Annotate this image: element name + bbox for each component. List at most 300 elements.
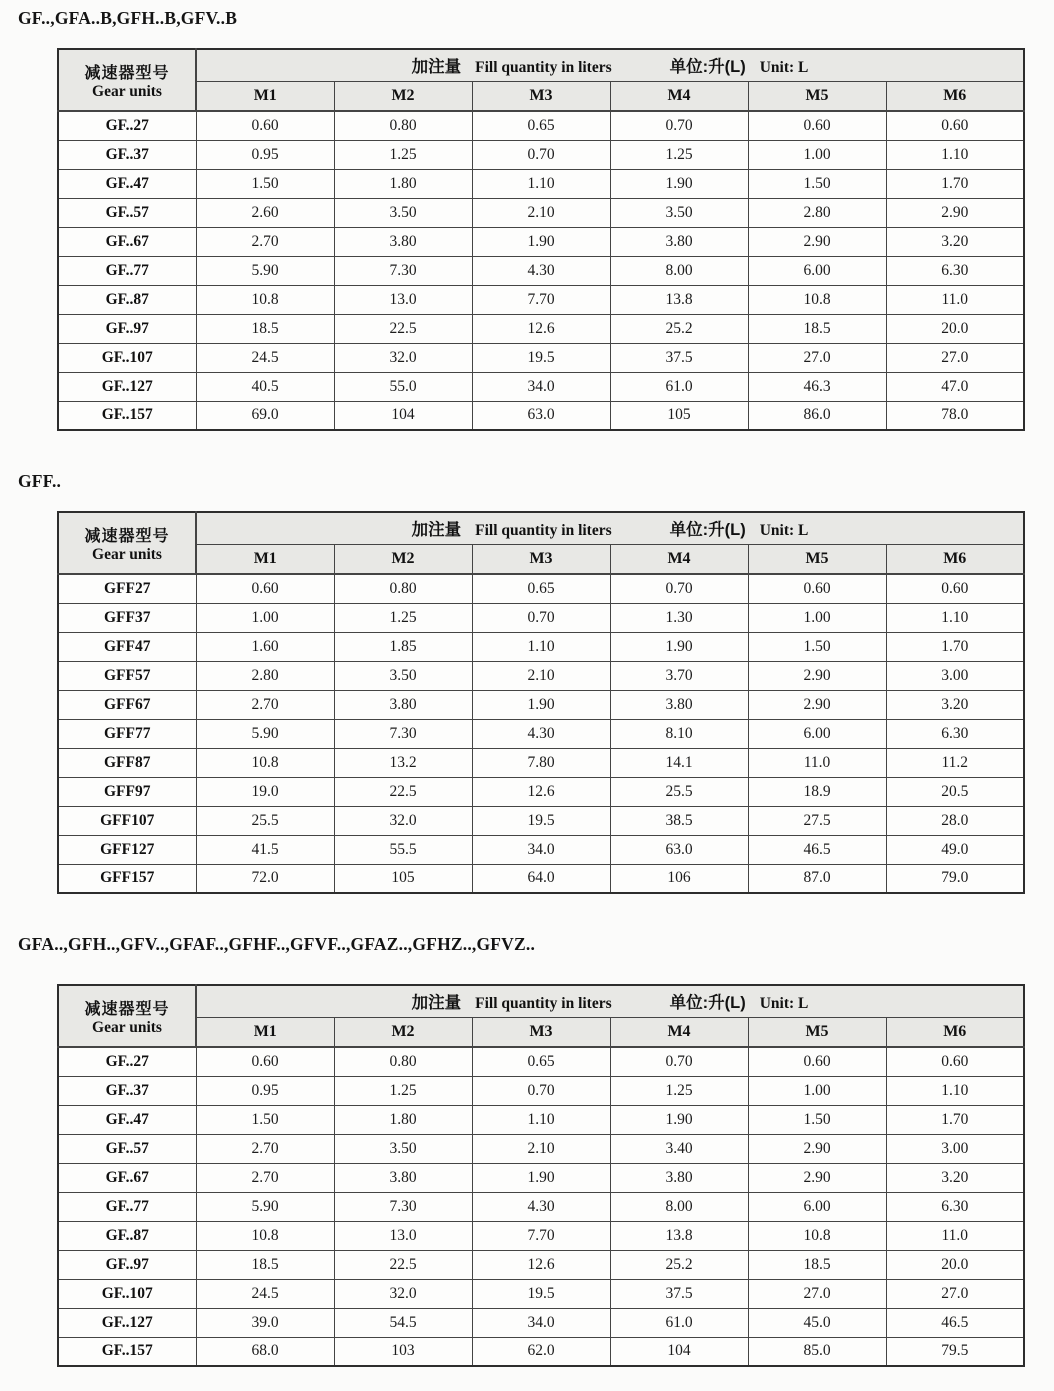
table-row	[58, 314, 1024, 343]
table-row	[58, 227, 1024, 256]
gear-units-label-en: Gear units	[92, 1018, 162, 1036]
fill-quantity-value: 0.60	[196, 574, 334, 603]
column-header-m4: M4	[610, 81, 748, 111]
fill-quantity-value: 5.90	[196, 719, 334, 748]
gear-unit-label: GFF97	[58, 777, 196, 806]
fill-quantity-value: 78.0	[886, 401, 1024, 430]
fill-quantity-value: 3.00	[886, 661, 1024, 690]
table-row	[58, 372, 1024, 401]
fill-quantity-value: 22.5	[334, 1250, 472, 1279]
fill-quantity-value: 0.60	[748, 574, 886, 603]
fill-quantity-value: 10.8	[748, 285, 886, 314]
fill-quantity-value: 37.5	[610, 343, 748, 372]
fill-quantity-value: 7.30	[334, 719, 472, 748]
table-row	[58, 690, 1024, 719]
section-heading: GF..,GFA..B,GFH..B,GFV..B	[18, 8, 238, 28]
gear-unit-label: GFF37	[58, 603, 196, 632]
table-row	[58, 1105, 1024, 1134]
fill-quantity-value: 20.0	[886, 1250, 1024, 1279]
fill-quantity-value: 86.0	[748, 401, 886, 430]
column-header-m5: M5	[748, 81, 886, 111]
column-header-m6: M6	[886, 81, 1024, 111]
fill-quantity-value: 40.5	[196, 372, 334, 401]
table-row	[58, 1279, 1024, 1308]
fill-quantity-value: 3.70	[610, 661, 748, 690]
fill-quantity-value: 10.8	[196, 285, 334, 314]
gear-units-column-header	[58, 512, 196, 574]
table-row	[58, 748, 1024, 777]
fill-quantity-value: 6.00	[748, 256, 886, 285]
fill-quantity-value: 0.70	[472, 140, 610, 169]
fill-quantity-value: 6.00	[748, 719, 886, 748]
gear-unit-label: GFF67	[58, 690, 196, 719]
fill-quantity-value: 1.10	[472, 169, 610, 198]
fill-quantity-value: 1.00	[196, 603, 334, 632]
gear-units-label-en: Gear units	[92, 82, 162, 100]
fill-quantity-table-gff	[57, 511, 1025, 894]
fill-quantity-value: 1.25	[610, 1076, 748, 1105]
fill-quantity-value: 63.0	[472, 401, 610, 430]
table-row	[58, 1192, 1024, 1221]
fill-quantity-value: 104	[610, 1337, 748, 1366]
fill-quantity-value: 1.25	[334, 603, 472, 632]
unit-label-en: Unit: L	[759, 59, 809, 77]
fill-quantity-value: 34.0	[472, 835, 610, 864]
table-row	[58, 806, 1024, 835]
fill-quantity-value: 37.5	[610, 1279, 748, 1308]
fill-quantity-value: 85.0	[748, 1337, 886, 1366]
fill-quantity-value: 63.0	[610, 835, 748, 864]
fill-quantity-value: 18.5	[748, 1250, 886, 1279]
fill-quantity-value: 7.30	[334, 1192, 472, 1221]
table-row	[58, 343, 1024, 372]
fill-quantity-value: 1.50	[196, 1105, 334, 1134]
fill-quantity-value: 6.30	[886, 1192, 1024, 1221]
column-header-m1: M1	[196, 81, 334, 111]
fill-quantity-value: 11.0	[748, 748, 886, 777]
fill-quantity-value: 0.95	[196, 1076, 334, 1105]
fill-quantity-value: 13.0	[334, 285, 472, 314]
table-row	[58, 1250, 1024, 1279]
unit-label-en: Unit: L	[759, 522, 809, 540]
section-heading: GFA..,GFH..,GFV..,GFAF..,GFHF..,GFVF..,GFAZ..,GFHZ..,GFVZ..	[18, 934, 536, 954]
fill-quantity-value: 2.80	[748, 198, 886, 227]
fill-quantity-value: 34.0	[472, 372, 610, 401]
fill-quantity-value: 1.85	[334, 632, 472, 661]
column-header-m2: M2	[334, 81, 472, 111]
fill-quantity-value: 6.00	[748, 1192, 886, 1221]
fill-quantity-value: 8.00	[610, 1192, 748, 1221]
table-row	[58, 574, 1024, 603]
fill-quantity-header	[196, 49, 1024, 81]
fill-quantity-value: 0.80	[334, 1047, 472, 1076]
gear-unit-label: GF..157	[58, 401, 196, 430]
fill-quantity-table-gfa-variants	[57, 984, 1025, 1367]
gear-unit-label: GF..47	[58, 1105, 196, 1134]
fill-quantity-value: 11.0	[886, 285, 1024, 314]
column-header-m3: M3	[472, 81, 610, 111]
fill-quantity-value: 7.80	[472, 748, 610, 777]
gear-units-column-header	[58, 49, 196, 111]
fill-quantity-value: 105	[334, 864, 472, 893]
fill-quantity-value: 1.80	[334, 1105, 472, 1134]
fill-quantity-title-en: Fill quantity in liters	[475, 995, 612, 1013]
fill-quantity-value: 2.60	[196, 198, 334, 227]
gear-unit-label: GF..67	[58, 227, 196, 256]
unit-label-cn: 单位:升(L)	[669, 58, 746, 77]
fill-quantity-value: 64.0	[472, 864, 610, 893]
fill-quantity-value: 54.5	[334, 1308, 472, 1337]
fill-quantity-value: 10.8	[748, 1221, 886, 1250]
column-header-m1: M1	[196, 1017, 334, 1047]
table-row	[58, 256, 1024, 285]
gear-unit-label: GFF77	[58, 719, 196, 748]
gear-unit-label: GF..27	[58, 1047, 196, 1076]
fill-quantity-value: 27.0	[748, 1279, 886, 1308]
fill-quantity-value: 19.5	[472, 343, 610, 372]
fill-quantity-value: 25.2	[610, 1250, 748, 1279]
gear-unit-label: GF..87	[58, 1221, 196, 1250]
fill-quantity-value: 0.70	[472, 1076, 610, 1105]
fill-quantity-value: 13.2	[334, 748, 472, 777]
fill-quantity-value: 3.50	[334, 198, 472, 227]
fill-quantity-value: 7.30	[334, 256, 472, 285]
fill-quantity-value: 27.0	[886, 1279, 1024, 1308]
fill-quantity-value: 3.40	[610, 1134, 748, 1163]
fill-quantity-value: 34.0	[472, 1308, 610, 1337]
fill-quantity-value: 0.60	[886, 1047, 1024, 1076]
table-row	[58, 1337, 1024, 1366]
table-row	[58, 1221, 1024, 1250]
gear-unit-label: GF..57	[58, 198, 196, 227]
fill-quantity-value: 3.20	[886, 690, 1024, 719]
table-row	[58, 1308, 1024, 1337]
fill-quantity-value: 2.70	[196, 690, 334, 719]
fill-quantity-value: 2.90	[748, 1134, 886, 1163]
table-row	[58, 169, 1024, 198]
gear-unit-label: GFF57	[58, 661, 196, 690]
fill-quantity-value: 4.30	[472, 256, 610, 285]
fill-quantity-value: 1.50	[748, 1105, 886, 1134]
fill-quantity-value: 3.00	[886, 1134, 1024, 1163]
unit-label-cn: 单位:升(L)	[669, 521, 746, 540]
fill-quantity-value: 1.90	[472, 690, 610, 719]
fill-quantity-header	[196, 512, 1024, 544]
fill-quantity-value: 0.60	[196, 111, 334, 140]
fill-quantity-value: 0.80	[334, 574, 472, 603]
fill-quantity-value: 8.00	[610, 256, 748, 285]
fill-quantity-value: 0.60	[886, 111, 1024, 140]
fill-quantity-value: 104	[334, 401, 472, 430]
fill-quantity-value: 1.10	[472, 1105, 610, 1134]
fill-quantity-value: 5.90	[196, 1192, 334, 1221]
gear-unit-label: GF..97	[58, 1250, 196, 1279]
fill-quantity-value: 0.70	[472, 603, 610, 632]
table-row	[58, 1163, 1024, 1192]
fill-quantity-value: 4.30	[472, 1192, 610, 1221]
fill-quantity-value: 19.0	[196, 777, 334, 806]
column-header-m6: M6	[886, 544, 1024, 574]
fill-quantity-value: 2.10	[472, 198, 610, 227]
fill-quantity-value: 45.0	[748, 1308, 886, 1337]
gear-unit-label: GFF27	[58, 574, 196, 603]
fill-quantity-value: 2.90	[748, 690, 886, 719]
fill-quantity-value: 20.5	[886, 777, 1024, 806]
fill-quantity-value: 27.0	[748, 343, 886, 372]
fill-quantity-value: 79.5	[886, 1337, 1024, 1366]
fill-quantity-header	[196, 985, 1024, 1017]
fill-quantity-value: 1.00	[748, 1076, 886, 1105]
fill-quantity-value: 1.10	[472, 632, 610, 661]
fill-quantity-value: 72.0	[196, 864, 334, 893]
table-row	[58, 1047, 1024, 1076]
table-row	[58, 1134, 1024, 1163]
fill-quantity-value: 1.00	[748, 140, 886, 169]
fill-quantity-value: 25.2	[610, 314, 748, 343]
fill-quantity-value: 38.5	[610, 806, 748, 835]
fill-quantity-value: 1.70	[886, 169, 1024, 198]
fill-quantity-value: 12.6	[472, 314, 610, 343]
fill-quantity-value: 3.80	[334, 227, 472, 256]
fill-quantity-value: 1.25	[334, 140, 472, 169]
column-header-m2: M2	[334, 544, 472, 574]
fill-quantity-value: 3.80	[610, 227, 748, 256]
fill-quantity-value: 3.20	[886, 227, 1024, 256]
fill-quantity-value: 8.10	[610, 719, 748, 748]
fill-quantity-value: 0.70	[610, 1047, 748, 1076]
fill-quantity-value: 0.60	[196, 1047, 334, 1076]
fill-quantity-value: 25.5	[610, 777, 748, 806]
fill-quantity-value: 46.5	[886, 1308, 1024, 1337]
column-header-m4: M4	[610, 544, 748, 574]
fill-quantity-title-en: Fill quantity in liters	[475, 59, 612, 77]
fill-quantity-value: 25.5	[196, 806, 334, 835]
fill-quantity-value: 14.1	[610, 748, 748, 777]
fill-quantity-value: 32.0	[334, 343, 472, 372]
fill-quantity-title-en: Fill quantity in liters	[475, 522, 612, 540]
fill-quantity-value: 0.70	[610, 574, 748, 603]
column-header-m6: M6	[886, 1017, 1024, 1047]
fill-quantity-value: 4.30	[472, 719, 610, 748]
fill-quantity-value: 22.5	[334, 314, 472, 343]
fill-quantity-value: 3.80	[610, 1163, 748, 1192]
column-header-m1: M1	[196, 544, 334, 574]
fill-quantity-value: 87.0	[748, 864, 886, 893]
column-header-m5: M5	[748, 544, 886, 574]
gear-unit-label: GF..77	[58, 1192, 196, 1221]
gear-unit-label: GF..107	[58, 1279, 196, 1308]
gear-unit-label: GFF47	[58, 632, 196, 661]
fill-quantity-value: 2.90	[886, 198, 1024, 227]
fill-quantity-value: 7.70	[472, 1221, 610, 1250]
fill-quantity-value: 0.65	[472, 574, 610, 603]
fill-quantity-title-cn: 加注量	[411, 994, 462, 1013]
gear-unit-label: GF..67	[58, 1163, 196, 1192]
fill-quantity-value: 1.60	[196, 632, 334, 661]
unit-label-en: Unit: L	[759, 995, 809, 1013]
fill-quantity-value: 18.9	[748, 777, 886, 806]
gear-unit-label: GF..87	[58, 285, 196, 314]
gear-unit-label: GF..37	[58, 1076, 196, 1105]
fill-quantity-value: 18.5	[196, 314, 334, 343]
fill-quantity-value: 79.0	[886, 864, 1024, 893]
fill-quantity-value: 3.50	[334, 661, 472, 690]
fill-quantity-value: 1.10	[886, 603, 1024, 632]
fill-quantity-value: 0.95	[196, 140, 334, 169]
section-gf-gfab-gfhb-gfvb	[0, 8, 1054, 431]
fill-quantity-value: 22.5	[334, 777, 472, 806]
fill-quantity-value: 12.6	[472, 1250, 610, 1279]
column-header-m2: M2	[334, 1017, 472, 1047]
fill-quantity-value: 3.50	[334, 1134, 472, 1163]
fill-quantity-value: 2.70	[196, 1163, 334, 1192]
fill-quantity-value: 5.90	[196, 256, 334, 285]
gear-unit-label: GF..157	[58, 1337, 196, 1366]
table-row	[58, 719, 1024, 748]
fill-quantity-value: 2.80	[196, 661, 334, 690]
section-gff	[0, 471, 1054, 894]
fill-quantity-value: 2.90	[748, 227, 886, 256]
fill-quantity-title-cn: 加注量	[411, 58, 462, 77]
fill-quantity-value: 1.90	[472, 227, 610, 256]
fill-quantity-value: 1.90	[610, 169, 748, 198]
table-row	[58, 198, 1024, 227]
fill-quantity-value: 0.60	[886, 574, 1024, 603]
fill-quantity-value: 47.0	[886, 372, 1024, 401]
fill-quantity-value: 11.0	[886, 1221, 1024, 1250]
fill-quantity-value: 18.5	[196, 1250, 334, 1279]
fill-quantity-value: 3.80	[610, 690, 748, 719]
table-row	[58, 661, 1024, 690]
fill-quantity-value: 3.20	[886, 1163, 1024, 1192]
fill-quantity-value: 68.0	[196, 1337, 334, 1366]
fill-quantity-value: 69.0	[196, 401, 334, 430]
fill-quantity-value: 2.90	[748, 661, 886, 690]
fill-quantity-value: 49.0	[886, 835, 1024, 864]
fill-quantity-value: 12.6	[472, 777, 610, 806]
fill-quantity-value: 61.0	[610, 372, 748, 401]
fill-quantity-value: 61.0	[610, 1308, 748, 1337]
fill-quantity-value: 20.0	[886, 314, 1024, 343]
fill-quantity-value: 0.70	[610, 111, 748, 140]
gear-unit-label: GF..47	[58, 169, 196, 198]
fill-quantity-value: 1.50	[196, 169, 334, 198]
fill-quantity-value: 11.2	[886, 748, 1024, 777]
fill-quantity-value: 1.70	[886, 632, 1024, 661]
fill-quantity-value: 105	[610, 401, 748, 430]
gear-unit-label: GF..127	[58, 1308, 196, 1337]
gear-unit-label: GF..77	[58, 256, 196, 285]
fill-quantity-value: 2.70	[196, 1134, 334, 1163]
fill-quantity-value: 1.90	[610, 1105, 748, 1134]
fill-quantity-value: 39.0	[196, 1308, 334, 1337]
table-row	[58, 603, 1024, 632]
gear-unit-label: GF..97	[58, 314, 196, 343]
fill-quantity-value: 1.25	[610, 140, 748, 169]
fill-quantity-value: 1.90	[610, 632, 748, 661]
fill-quantity-value: 7.70	[472, 285, 610, 314]
fill-quantity-value: 2.10	[472, 1134, 610, 1163]
gear-units-column-header	[58, 985, 196, 1047]
fill-quantity-value: 10.8	[196, 748, 334, 777]
fill-quantity-value: 3.80	[334, 1163, 472, 1192]
fill-quantity-value: 6.30	[886, 719, 1024, 748]
fill-quantity-value: 2.70	[196, 227, 334, 256]
fill-quantity-value: 1.10	[886, 140, 1024, 169]
fill-quantity-value: 2.10	[472, 661, 610, 690]
fill-quantity-value: 0.80	[334, 111, 472, 140]
unit-label-cn: 单位:升(L)	[669, 994, 746, 1013]
section-heading: GFF..	[18, 471, 62, 491]
fill-quantity-value: 1.50	[748, 169, 886, 198]
table-row	[58, 1076, 1024, 1105]
fill-quantity-value: 32.0	[334, 806, 472, 835]
gear-unit-label: GF..57	[58, 1134, 196, 1163]
table-row	[58, 111, 1024, 140]
fill-quantity-value: 1.80	[334, 169, 472, 198]
fill-quantity-value: 19.5	[472, 1279, 610, 1308]
fill-quantity-value: 46.5	[748, 835, 886, 864]
fill-quantity-value: 55.0	[334, 372, 472, 401]
gear-unit-label: GFF87	[58, 748, 196, 777]
fill-quantity-value: 32.0	[334, 1279, 472, 1308]
table-row	[58, 401, 1024, 430]
fill-quantity-value: 18.5	[748, 314, 886, 343]
fill-quantity-value: 28.0	[886, 806, 1024, 835]
fill-quantity-value: 103	[334, 1337, 472, 1366]
fill-quantity-value: 3.80	[334, 690, 472, 719]
fill-quantity-value: 13.8	[610, 285, 748, 314]
gear-units-label-cn: 减速器型号	[84, 64, 170, 82]
fill-quantity-value: 2.90	[748, 1163, 886, 1192]
fill-quantity-value: 0.65	[472, 1047, 610, 1076]
gear-units-label-en: Gear units	[92, 545, 162, 563]
gear-unit-label: GF..37	[58, 140, 196, 169]
gear-unit-label: GFF107	[58, 806, 196, 835]
fill-quantity-value: 1.10	[886, 1076, 1024, 1105]
gear-unit-label: GF..107	[58, 343, 196, 372]
fill-quantity-value: 13.0	[334, 1221, 472, 1250]
fill-quantity-value: 1.90	[472, 1163, 610, 1192]
fill-quantity-value: 0.60	[748, 111, 886, 140]
gear-unit-label: GF..27	[58, 111, 196, 140]
fill-quantity-value: 19.5	[472, 806, 610, 835]
fill-quantity-value: 13.8	[610, 1221, 748, 1250]
gear-unit-label: GFF127	[58, 835, 196, 864]
fill-quantity-value: 24.5	[196, 1279, 334, 1308]
table-row	[58, 632, 1024, 661]
column-header-m3: M3	[472, 544, 610, 574]
column-header-m3: M3	[472, 1017, 610, 1047]
gear-unit-label: GFF157	[58, 864, 196, 893]
table-row	[58, 864, 1024, 893]
gear-units-label-cn: 减速器型号	[84, 527, 170, 545]
gear-unit-label: GF..127	[58, 372, 196, 401]
table-row	[58, 140, 1024, 169]
fill-quantity-value: 1.30	[610, 603, 748, 632]
fill-quantity-value: 46.3	[748, 372, 886, 401]
gear-units-label-cn: 减速器型号	[84, 1000, 170, 1018]
fill-quantity-table-gf	[57, 48, 1025, 431]
column-header-m5: M5	[748, 1017, 886, 1047]
table-row	[58, 777, 1024, 806]
fill-quantity-value: 3.50	[610, 198, 748, 227]
fill-quantity-value: 106	[610, 864, 748, 893]
fill-quantity-value: 55.5	[334, 835, 472, 864]
table-row	[58, 285, 1024, 314]
fill-quantity-value: 0.65	[472, 111, 610, 140]
fill-quantity-value: 1.00	[748, 603, 886, 632]
